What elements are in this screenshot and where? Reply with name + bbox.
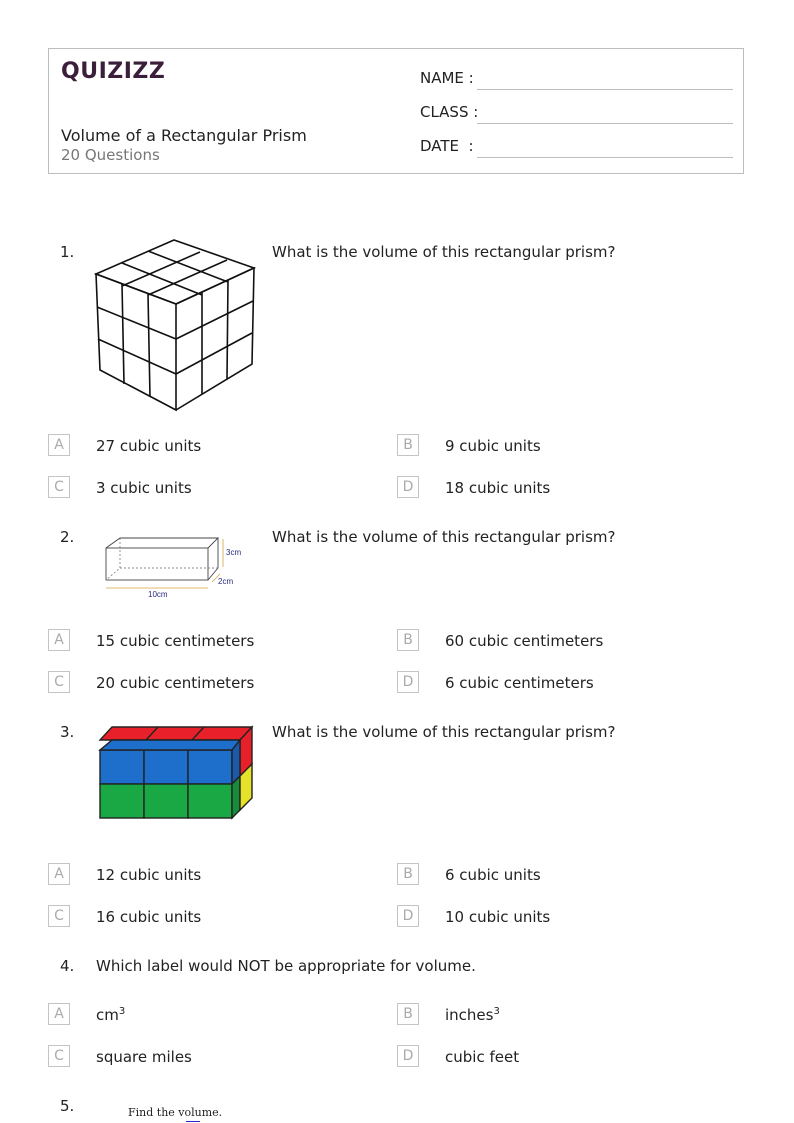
length-label: 10cm — [148, 590, 168, 599]
worksheet-header — [48, 48, 744, 174]
question-1-text: What is the volume of this rectangular prism? — [272, 243, 616, 261]
q4-option-a-superscript: 3 — [118, 1006, 126, 1017]
q3-option-a-letter[interactable]: A — [48, 863, 70, 885]
depth-label: 2cm — [218, 577, 234, 586]
question-4-text: Which label would NOT be appropriate for volume. — [96, 957, 476, 975]
q2-option-d-letter[interactable]: D — [397, 671, 419, 693]
q3-option-b-letter[interactable]: B — [397, 863, 419, 885]
q2-option-a-letter[interactable]: A — [48, 629, 70, 651]
quizizz-logo: QUIZIZZ — [61, 59, 166, 84]
height-label: 3cm — [226, 548, 242, 557]
question-5-number: 5. — [60, 1097, 75, 1115]
q4-option-a-text — [96, 1006, 125, 1024]
prism-outline-figure — [100, 534, 250, 600]
q4-option-c-text: square miles — [96, 1048, 192, 1066]
question-2-text: What is the volume of this rectangular prism? — [272, 528, 616, 546]
question-5-underline — [186, 1121, 200, 1122]
q2-option-c-letter[interactable]: C — [48, 671, 70, 693]
q4-option-b-text — [445, 1006, 500, 1024]
question-2-number: 2. — [60, 528, 75, 546]
cube-grid-figure — [94, 238, 260, 412]
q4-option-a-value: cm — [96, 1006, 119, 1024]
q2-option-b-text: 60 cubic centimeters — [445, 632, 604, 650]
q4-option-a-letter[interactable]: A — [48, 1003, 70, 1025]
q2-option-a-text: 15 cubic centimeters — [96, 632, 255, 650]
q1-option-c-text: 3 cubic units — [96, 479, 192, 497]
q3-option-b-text: 6 cubic units — [445, 866, 541, 884]
name-label: NAME : — [420, 69, 474, 87]
q4-option-b-value: inches — [445, 1006, 494, 1024]
q4-option-b-letter[interactable]: B — [397, 1003, 419, 1025]
question-3-text: What is the volume of this rectangular prism? — [272, 723, 616, 741]
q4-option-c-letter[interactable]: C — [48, 1045, 70, 1067]
question-1-number: 1. — [60, 243, 75, 261]
q1-option-b-text: 9 cubic units — [445, 437, 541, 455]
q3-option-c-text: 16 cubic units — [96, 908, 202, 926]
q4-option-d-letter[interactable]: D — [397, 1045, 419, 1067]
name-line[interactable] — [477, 89, 733, 90]
q1-option-d-text: 18 cubic units — [445, 479, 551, 497]
q2-option-b-letter[interactable]: B — [397, 629, 419, 651]
date-line[interactable] — [477, 157, 733, 158]
q3-option-a-text: 12 cubic units — [96, 866, 202, 884]
q1-option-a-letter[interactable]: A — [48, 434, 70, 456]
worksheet-title: Volume of a Rectangular Prism — [61, 126, 307, 145]
q1-option-d-letter[interactable]: D — [397, 476, 419, 498]
q1-option-b-letter[interactable]: B — [397, 434, 419, 456]
class-line[interactable] — [477, 123, 733, 124]
q1-option-a-text: 27 cubic units — [96, 437, 202, 455]
q3-option-d-text: 10 cubic units — [445, 908, 551, 926]
q4-option-d-text: cubic feet — [445, 1048, 520, 1066]
q1-option-c-letter[interactable]: C — [48, 476, 70, 498]
q3-option-c-letter[interactable]: C — [48, 905, 70, 927]
question-count: 20 Questions — [61, 146, 160, 164]
q2-option-d-text: 6 cubic centimeters — [445, 674, 594, 692]
q4-option-b-superscript: 3 — [493, 1006, 500, 1017]
class-label: CLASS : — [420, 103, 479, 121]
question-4-number: 4. — [60, 957, 75, 975]
q2-option-c-text: 20 cubic centimeters — [96, 674, 255, 692]
date-label: DATE : — [420, 137, 474, 155]
question-5-figure-text: Find the volume. — [128, 1106, 223, 1119]
colored-blocks-figure — [96, 724, 256, 824]
question-3-number: 3. — [60, 723, 75, 741]
q3-option-d-letter[interactable]: D — [397, 905, 419, 927]
